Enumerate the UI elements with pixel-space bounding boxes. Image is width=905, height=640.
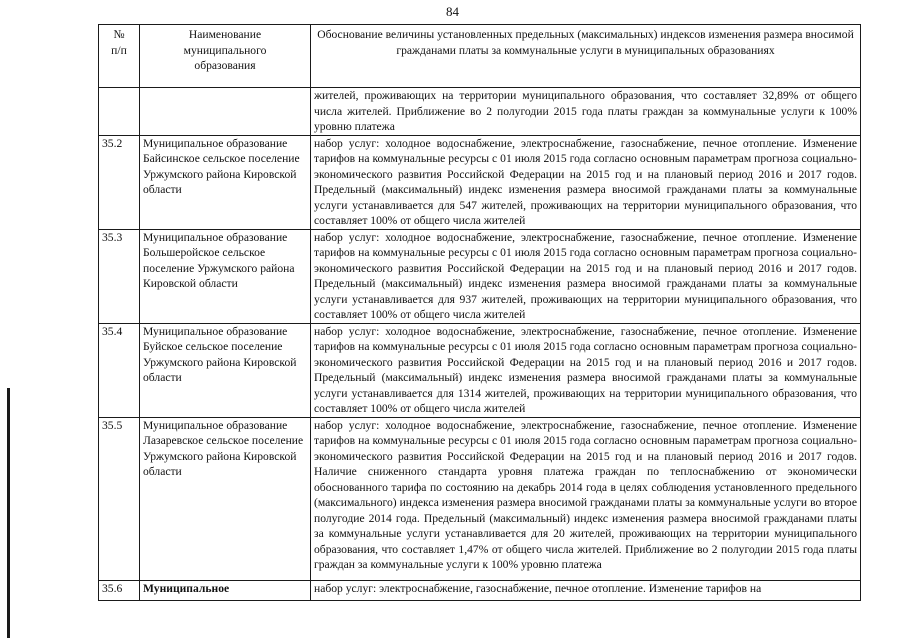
table-row xyxy=(99,580,861,600)
header-name: Наименование муниципального образования xyxy=(140,25,311,88)
cell-text: набор услуг: холодное водоснабжение, электроснабжение, газоснабжение, печное отопление. Изменение тарифов на коммунальные ресурсы с 01 июля 2015 года согласно основным параметрам прогноза социально-экономического развития Российской Федерации на 2015 год и на плановый период 2016 и 2017 годов. Предельный (максимальный) индекс изменения размера вносимой гражданами платы за коммунальные услуги устанавливается для 547 жителей, проживающих на территории муниципального образования, что составляет 100% от общего числа жителей xyxy=(311,135,861,229)
cell-continuation: жителей, проживающих на территории муниципального образования, что составляет 32,89% от общего числа жителей. Приближение во 2 полугодии 2015 года платы граждан за коммунальные услуги к 100% уровню платежа xyxy=(311,88,861,136)
table-row xyxy=(99,417,861,580)
scan-margin-line xyxy=(7,388,10,638)
cell-text: набор услуг: холодное водоснабжение, электроснабжение, газоснабжение, печное отопление. Изменение тарифов на коммунальные ресурсы с 01 июля 2015 года согласно основным параметрам прогноза социально-экономического развития Российской Федерации на 2015 год и на плановый период 2016 и 2017 годов. Предельный (максимальный) индекс изменения размера вносимой гражданами платы за коммунальные услуги устанавливается для 1314 жителей, проживающих на территории муниципального образования, что составляет 100% от общего числа жителей xyxy=(311,323,861,417)
table-row xyxy=(99,88,861,136)
cell-num: 35.4 xyxy=(99,323,140,417)
cell-text: набор услуг: электроснабжение, газоснабжение, печное отопление. Изменение тарифов на xyxy=(311,580,861,600)
cell-name xyxy=(140,88,311,136)
cell-text: набор услуг: холодное водоснабжение, электроснабжение, газоснабжение, печное отопление. Изменение тарифов на коммунальные ресурсы с 01 июля 2015 года согласно основным параметрам прогноза социально-экономического развития Российской Федерации на 2015 год и на плановый период 2016 и 2017 годов. Предельный (максимальный) индекс изменения размера вносимой гражданами платы за коммунальные услуги устанавливается для 937 жителей, проживающих на территории муниципального образования, что составляет 100% от общего числа жителей xyxy=(311,229,861,323)
header-num: № п/п xyxy=(99,25,140,88)
cell-name: Муниципальное образование Большеройское сельское поселение Уржумского района Кировской области xyxy=(140,229,311,323)
page-number: 84 xyxy=(446,4,459,19)
cell-name: Муниципальное образование Байсинское сельское поселение Уржумского района Кировской области xyxy=(140,135,311,229)
cell-num: 35.3 xyxy=(99,229,140,323)
table-header-row xyxy=(99,25,861,88)
table-row xyxy=(99,135,861,229)
cell-num xyxy=(99,88,140,136)
cell-num: 35.6 xyxy=(99,580,140,600)
tariff-table xyxy=(98,24,861,601)
cell-num: 35.2 xyxy=(99,135,140,229)
cell-num: 35.5 xyxy=(99,417,140,580)
cell-text: набор услуг: холодное водоснабжение, электроснабжение, газоснабжение, печное отопление. Изменение тарифов на коммунальные ресурсы с 01 июля 2015 года согласно основным параметрам прогноза социально-экономического развития Российской Федерации на 2015 год и на плановый период 2016 и 2017 годов. Наличие сниженного стандарта уровня платежа граждан по теплоснабжению от экономически обоснованного тарифа по состоянию на декабрь 2014 года в целях соблюдения установленного предельного (максимального) индекса изменения размера вносимой гражданами платы за коммунальные услуги во второе полугодие 2014 года. Предельный (максимальный) индекс изменения размера вносимой гражданами платы за коммунальные услуги устанавливается для 20 жителей, проживающих на территории муниципального образования, что составляет 1,47% от общего числа жителей. Приближение во 2 полугодии 2015 года платы граждан за коммунальные услуги к 100% уровню платежа xyxy=(311,417,861,580)
header-justification: Обоснование величины установленных предельных (максимальных) индексов изменения размера вносимой гражданами платы за коммунальные услуги в муниципальных образованиях xyxy=(311,25,861,88)
cell-name: Муниципальное xyxy=(140,580,311,600)
table-row xyxy=(99,323,861,417)
cell-name: Муниципальное образование Лазаревское сельское поселение Уржумского района Кировской области xyxy=(140,417,311,580)
table-row xyxy=(99,229,861,323)
cell-name: Муниципальное образование Буйское сельское поселение Уржумского района Кировской области xyxy=(140,323,311,417)
